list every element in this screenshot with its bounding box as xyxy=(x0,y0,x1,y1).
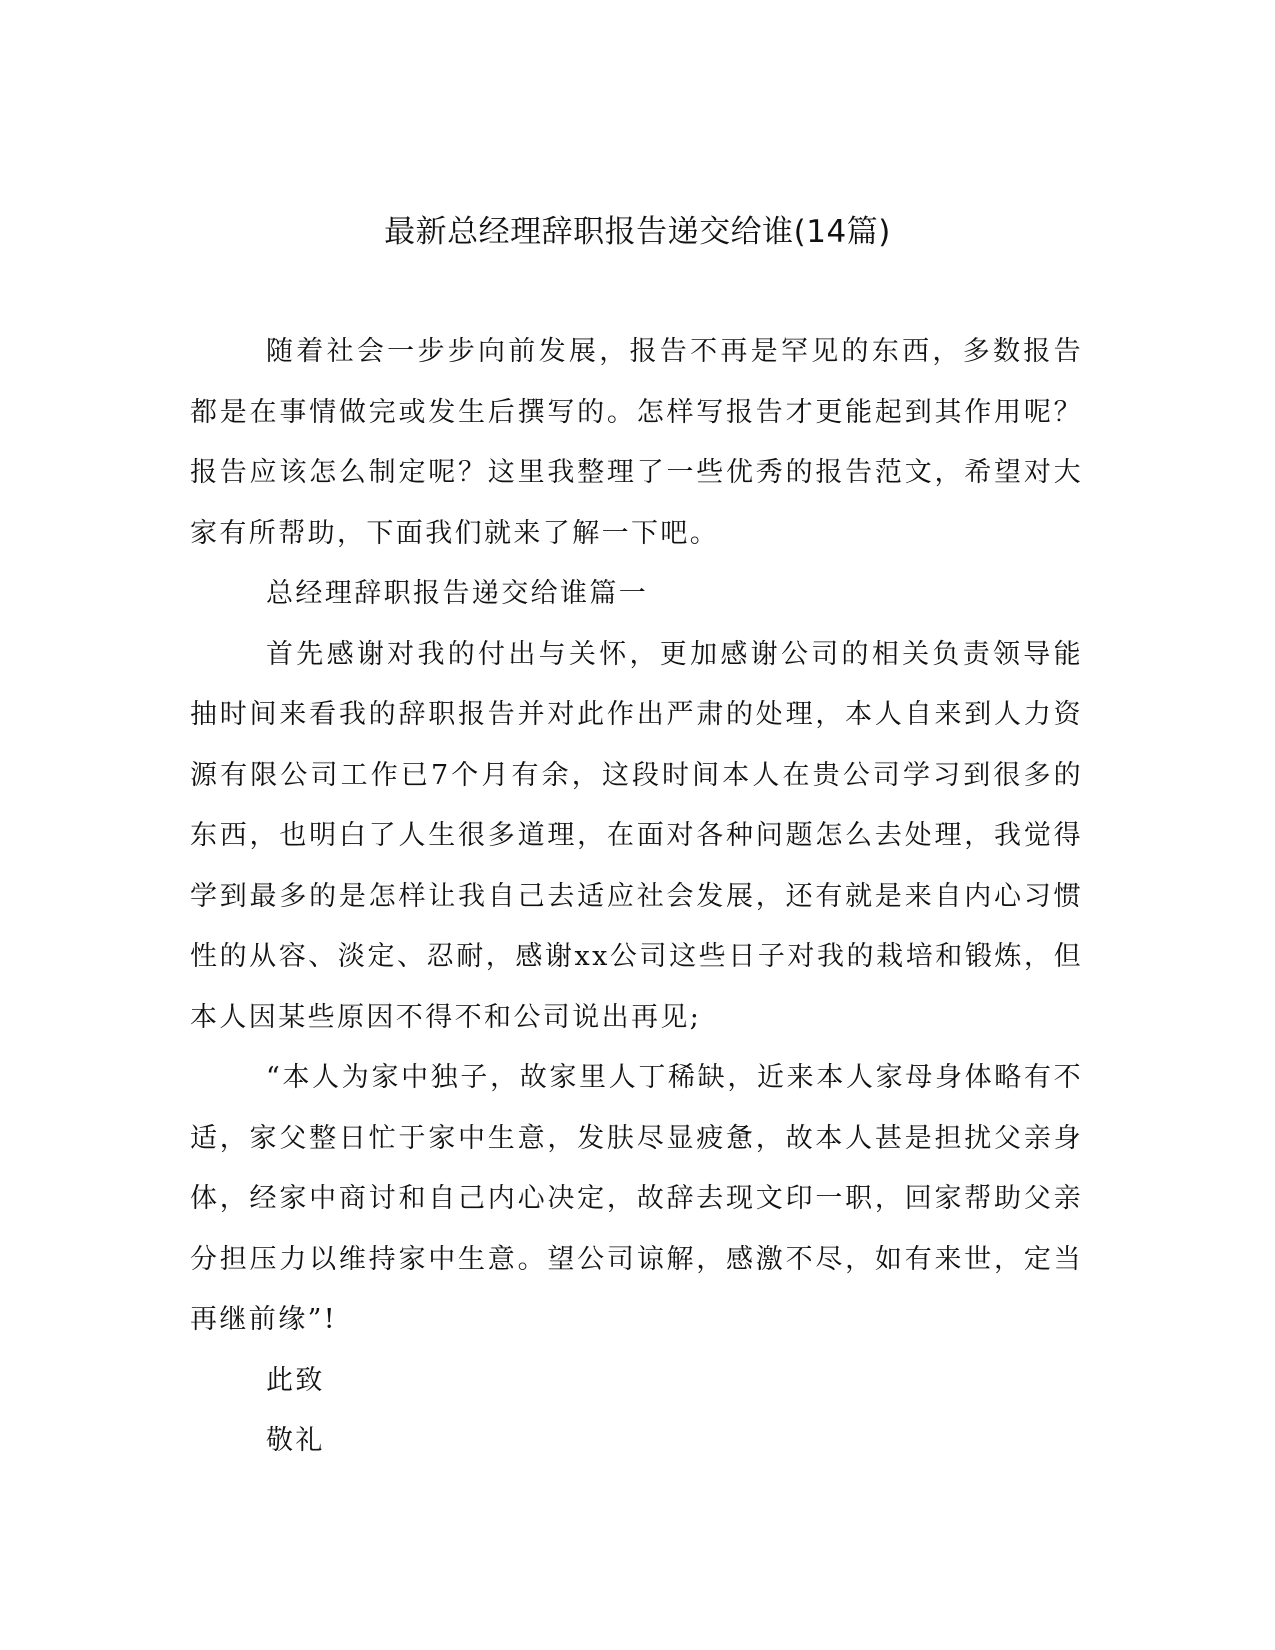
body-paragraph: 首先感谢对我的付出与关怀，更加感谢公司的相关负责领导能抽时间来看我的辞职报告并对此作出严肃的处理，本人自来到人力资源有限公司工作已7个月有余，这段时间本人在贵公司学习到很多的东西，也明白了人生很多道理，在面对各种问题怎么去处理，我觉得学到最多的是怎样让我自己去适应社会发展，还有就是来自内心习惯性的从容、淡定、忍耐，感谢xx公司这些日子对我的栽培和锻炼，但本人因某些原因不得不和公司说出再见; xyxy=(190,638,1083,1033)
salutation-line: 敬礼 xyxy=(266,1425,325,1456)
document-body xyxy=(190,322,1083,1472)
document-title: 最新总经理辞职报告递交给谁(14篇) xyxy=(384,214,891,250)
section-heading: 总经理辞职报告递交给谁篇一 xyxy=(266,578,649,609)
intro-paragraph: 随着社会一步步向前发展，报告不再是罕见的东西，多数报告都是在事情做完或发生后撰写的。怎样写报告才更能起到其作用呢？报告应该怎么制定呢？这里我整理了一些优秀的报告范文，希望对大家有所帮助，下面我们就来了解一下吧。 xyxy=(190,336,1083,549)
quote-paragraph: “本人为家中独子，故家里人丁稀缺，近来本人家母身体略有不适，家父整日忙于家中生意，发肤尽显疲惫，故本人甚是担扰父亲身体，经家中商讨和自己内心决定，故辞去现文印一职，回家帮助父亲分担压力以维持家中生意。望公司谅解，感激不尽，如有来世，定当再继前缘”! xyxy=(190,1062,1083,1335)
closing-line: 此致 xyxy=(266,1364,325,1396)
